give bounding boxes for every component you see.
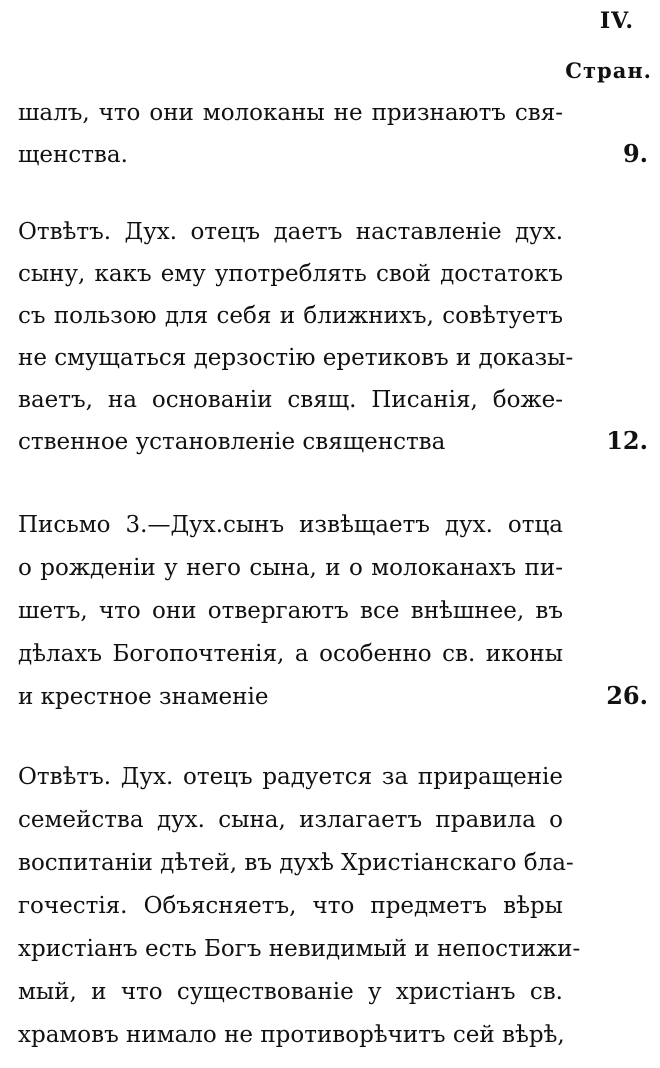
section-number: IV.	[599, 8, 634, 34]
text-line: христіанъ есть Богъ невидимый и непостижи-	[18, 936, 581, 962]
text-line: гочестія. Объясняетъ, что предметъ вѣры	[18, 893, 563, 919]
text-line: воспитаніи дѣтей, въ духѣ Христіанскаго бла-	[18, 850, 574, 876]
text-line: ственное установленіе священства	[18, 429, 446, 455]
text-line: о рожденіи у него сына, и о молоканахъ пи-	[18, 555, 563, 581]
text-line: дѣлахъ Богопочтенія, а особенно св. иконы	[18, 641, 563, 667]
text-line: семейства дух. сына, излагаетъ правила о	[18, 807, 563, 833]
text-line: шетъ, что они отвергаютъ все внѣшнее, въ	[18, 598, 563, 624]
page-reference: 9.	[622, 139, 648, 168]
text-line: не смущаться дерзостію еретиковъ и доказы-	[18, 345, 574, 371]
text-line: шалъ, что они молоканы не признаютъ свя-	[18, 100, 563, 126]
text-line: съ пользою для себя и ближнихъ, совѣтуетъ	[18, 303, 563, 329]
text-line: мый, и что существованіе у христіанъ св.	[18, 979, 563, 1005]
page-column-label: Стран.	[565, 58, 652, 83]
text-line: Отвѣтъ. Дух. отецъ радуется за приращеніе	[18, 764, 563, 790]
page-reference: 26.	[606, 681, 648, 710]
text-line: щенства.	[18, 142, 128, 168]
text-line: храмовъ нимало не противорѣчитъ сей вѣрѣ,	[18, 1022, 565, 1048]
text-line: и крестное знаменіе	[18, 684, 269, 710]
text-line: Письмо 3.—Дух.сынъ извѣщаетъ дух. отца	[18, 512, 563, 538]
text-line: сыну, какъ ему употреблять свой достатокъ	[18, 261, 563, 287]
page-reference: 12.	[606, 426, 648, 455]
text-line: Отвѣтъ. Дух. отецъ даетъ наставленіе дух.	[18, 219, 563, 245]
text-line: ваетъ, на основаніи свящ. Писанія, боже-	[18, 387, 563, 413]
